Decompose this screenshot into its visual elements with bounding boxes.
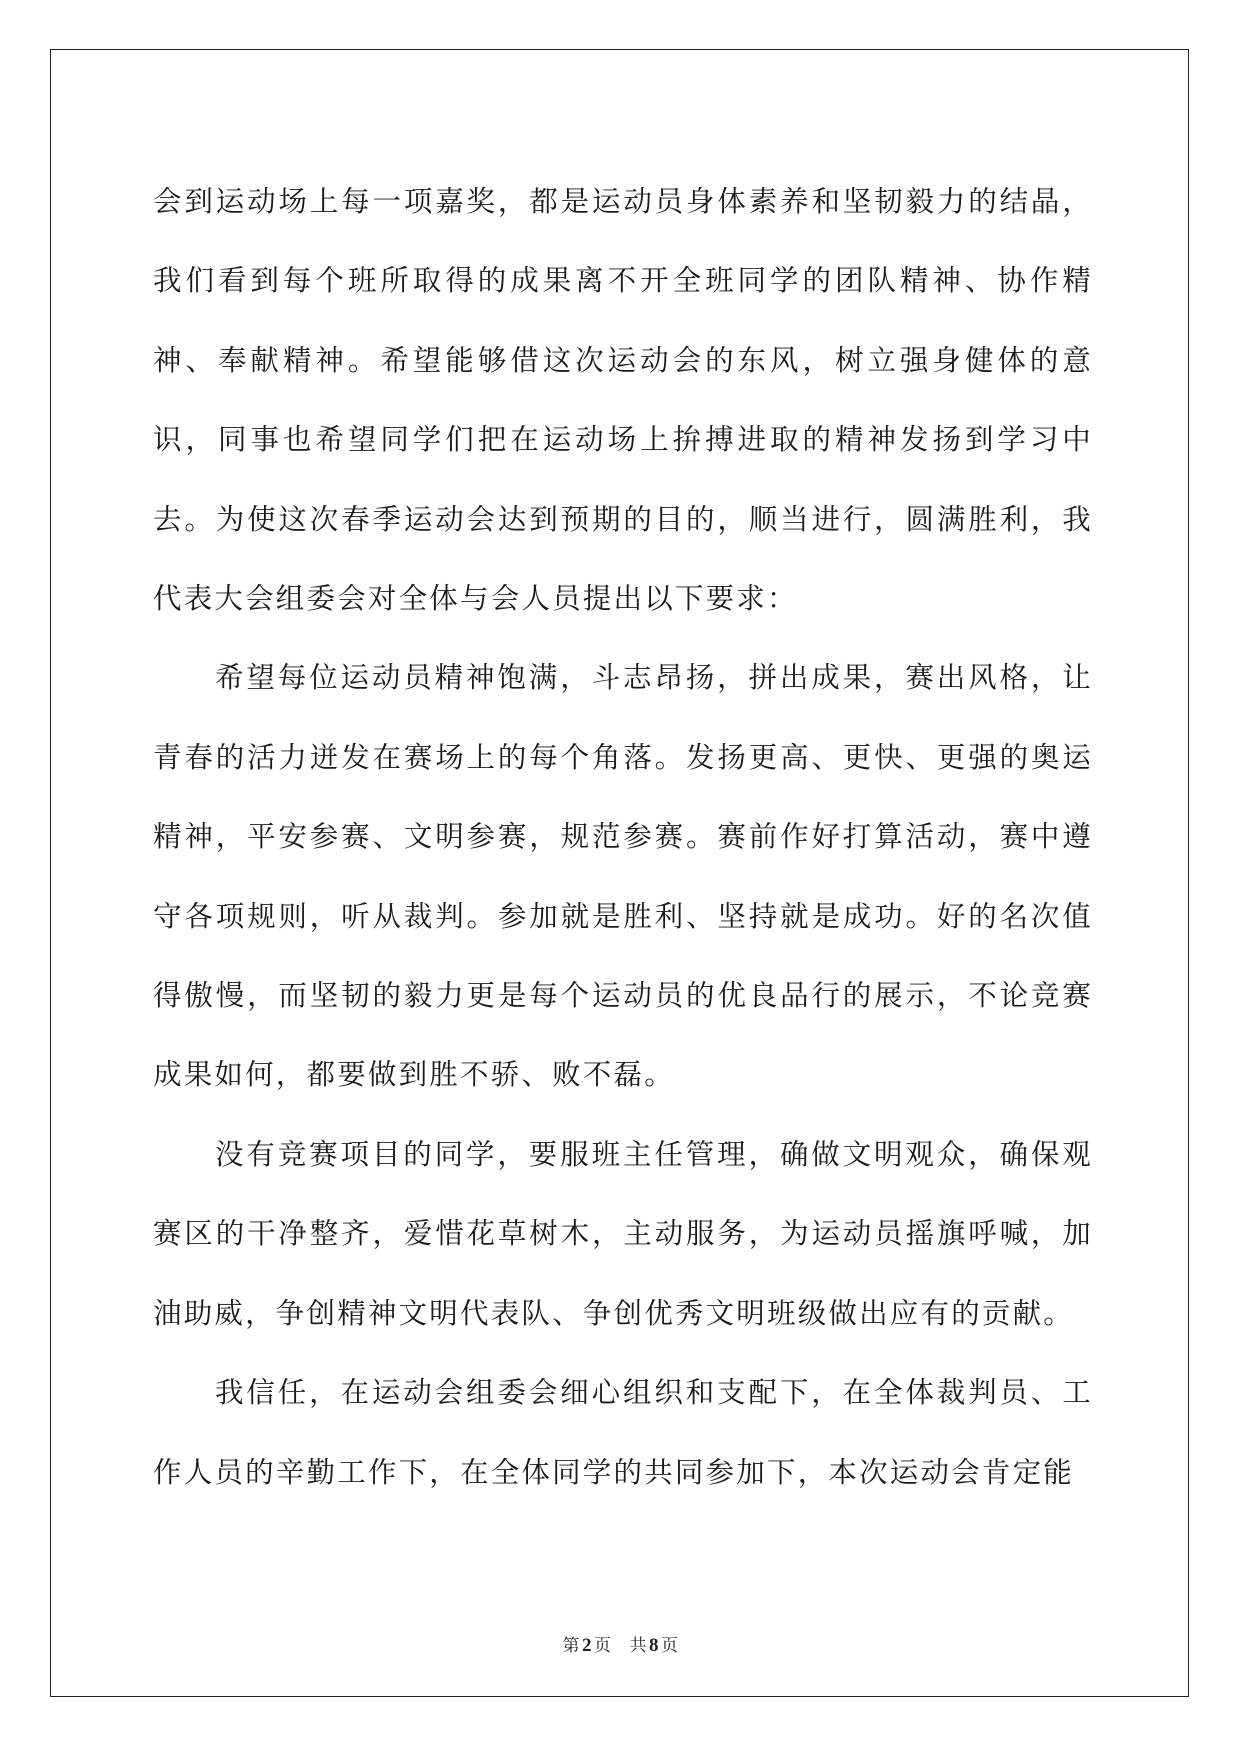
page-number: 2: [582, 1635, 592, 1656]
total-suffix: 页: [661, 1636, 679, 1656]
paragraph-athlete-requirements: 希望每位运动员精神饱满，斗志昂扬，拼出成果，赛出风格，让青春的活力迸发在赛场上的每个角落。发扬更高、更快、更强的奥运精神，平安参赛、文明参赛，规范参赛。赛前作好打算活动，赛中遵守各项规则，听从裁判。参加就是胜利、坚持就是成功。好的名次值得傲慢，而坚韧的毅力更是每个运动员的优良品行的展示，不论竞赛成果如何，都要做到胜不骄、败不磊。: [153, 661, 1093, 1092]
total-pages: 8: [649, 1635, 659, 1656]
page-prefix: 第: [562, 1636, 580, 1656]
paragraph-closing: 我信任，在运动会组委会细心组织和支配下，在全体裁判员、工作人员的辛勤工作下，在全体同学的共同参加下，本次运动会肯定能: [153, 1376, 1093, 1489]
document-body: [153, 162, 1093, 1512]
paragraph-spectator-requirements: 没有竞赛项目的同学，要服班主任管理，确做文明观众，确保观赛区的干净整齐，爱惜花草树木，主动服务，为运动员摇旗呼喊，加油助威，争创精神文明代表队、争创优秀文明班级做出应有的贡献。: [153, 1137, 1093, 1330]
paragraph-continuation: 会到运动场上每一项嘉奖，都是运动员身体素养和坚韧毅力的结晶，我们看到每个班所取得的成果离不开全班同学的团队精神、协作精神、奉献精神。希望能够借这次运动会的东风，树立强身健体的意识，同事也希望同学们把在运动场上拚搏进取的精神发扬到学习中去。为使这次春季运动会达到预期的目的，顺当进行，圆满胜利，我代表大会组委会对全体与会人员提出以下要求：: [153, 185, 1093, 616]
total-prefix: 共: [629, 1636, 647, 1656]
page-footer: [0, 1631, 1241, 1657]
page-suffix: 页: [594, 1636, 612, 1656]
